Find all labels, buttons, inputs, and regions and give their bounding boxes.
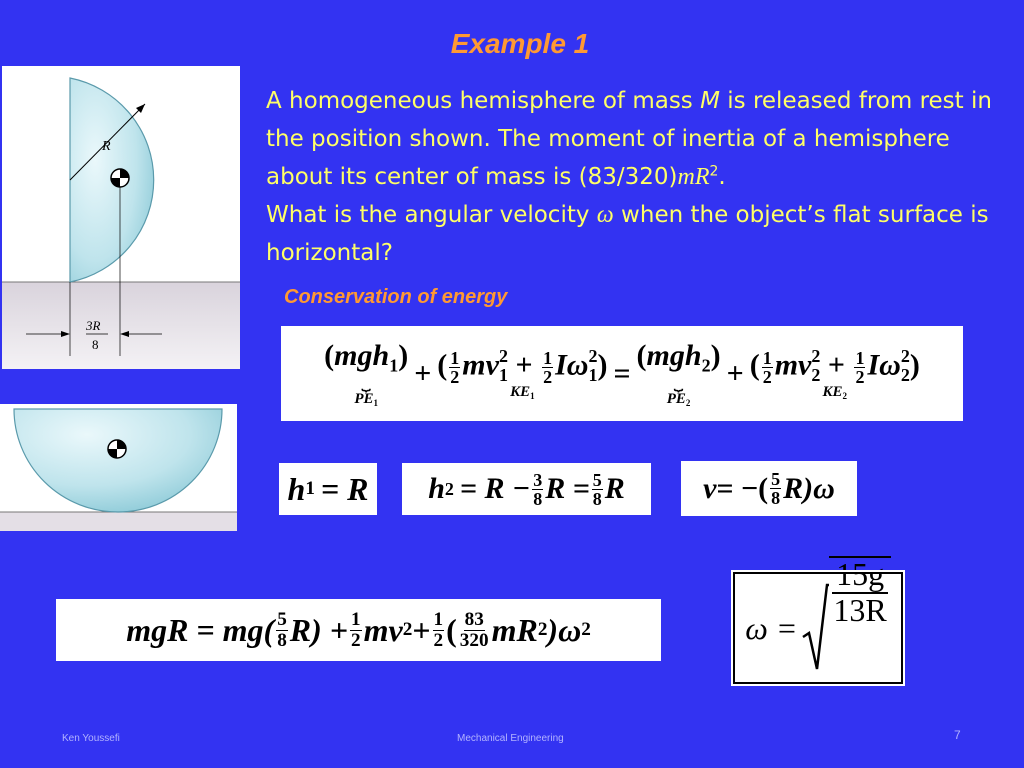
omega-denominator: 13R (833, 592, 887, 628)
mr-symbol: mR (677, 164, 710, 190)
problem-text-4: What is the angular velocity (266, 202, 597, 228)
omega-lhs: ω = (745, 609, 798, 646)
mass-symbol: M (700, 88, 720, 114)
ke1-sub: 1 (530, 391, 535, 402)
equation-h1 (279, 463, 377, 515)
radius-label: R (102, 139, 111, 154)
hemisphere-final-drawing (0, 404, 237, 531)
energy-equation: (mgh$_1$) ⏟ $PE_1$ + ( $\frac{1}{2}$ $mv^2_1$ + $\frac{1}{2}$ $I\omega^2_1$) $KE_1$ = (mgh$_2$) ⏟ $PE_2$ + ( $\frac{1}{2}$ $mv^2_2$ + $\frac{1}{2}$ $I\omega^2_2$) $KE_2$ (281, 326, 963, 421)
h2-symbol: h (428, 472, 445, 505)
problem-text-2: is released from rest in the position shown. The moment of inertia of a hemisphere about its center of mass is (83/320) (266, 88, 992, 190)
section-heading: Conservation of energy (284, 286, 508, 308)
pe1-sub: 1 (373, 397, 378, 408)
v-symbol: v (703, 471, 717, 505)
v-rhs: R)ω (783, 471, 835, 505)
main-d: + (412, 611, 431, 648)
problem-statement (266, 82, 996, 272)
equation-v (681, 461, 857, 516)
offset-numerator: 3R (86, 318, 101, 333)
main-e: ( (446, 611, 457, 648)
pe2-sub: 2 (685, 397, 691, 408)
main-frac4-den: 320 (459, 629, 489, 651)
ke2-sub: 2 (842, 391, 848, 402)
sqrt-sign-icon (801, 583, 829, 673)
pe2-term: (mgh$_2$) ⏟ $PE_2$ (636, 339, 721, 408)
problem-text-5: when the object’s flat surface is horizontal? (266, 202, 989, 266)
equation-main (56, 599, 661, 661)
main-frac2-den: 2 (351, 629, 361, 651)
v-mid: = −( (716, 471, 769, 505)
slide-title: Example 1 (450, 28, 590, 59)
mr-exponent: 2 (709, 163, 719, 180)
main-frac1-den: 8 (277, 629, 287, 651)
main-frac1-num: 5 (277, 609, 287, 631)
h2-frac1-den: 8 (533, 488, 543, 509)
ke2-term: ( $\frac{1}{2}$ $mv^2_2$ + $\frac{1}{2}$ $I\omega^2_2$) $KE_2$ (749, 345, 920, 402)
h1-symbol: h (287, 470, 306, 507)
h2-r2: R (604, 472, 625, 505)
h2-mid: = R − (459, 472, 531, 505)
main-frac4-num: 83 (464, 609, 484, 631)
page-number: 7 (954, 728, 961, 742)
pe2-label: PE (666, 390, 686, 407)
ke1-term: ( $\frac{1}{2}$ $mv^2_1$ + $\frac{1}{2}$ $I\omega^2_1$) $KE_1$ (437, 345, 608, 402)
h1-subscript: 1 (305, 478, 315, 499)
ke1-label: KE (510, 384, 531, 401)
main-c: mv (363, 611, 403, 648)
figure-hemisphere-initial (2, 66, 240, 369)
main-exp2: 2 (537, 619, 548, 640)
main-exp3: 2 (581, 619, 591, 640)
pe1-term: (mgh$_1$) ⏟ $PE_1$ (324, 339, 409, 408)
offset-denominator: 8 (92, 337, 99, 352)
main-f: mR (491, 611, 538, 648)
v-frac-num: 5 (771, 469, 781, 489)
h2-frac2-num: 5 (592, 469, 602, 490)
figure-hemisphere-final (0, 404, 237, 531)
main-frac3-num: 1 (433, 609, 444, 631)
center-of-mass-icon (108, 440, 126, 458)
main-g: )ω (547, 611, 582, 648)
problem-text-3: . (718, 164, 726, 190)
center-of-mass-icon (111, 169, 129, 187)
h2-r1: R = (545, 472, 590, 505)
omega-numerator: 15g (832, 558, 888, 594)
equation-omega-result (733, 556, 903, 684)
h2-frac2-den: 8 (592, 488, 602, 509)
main-frac2-num: 1 (351, 609, 361, 631)
omega-symbol: ω (596, 202, 614, 228)
main-a: mgR = mg( (126, 611, 275, 648)
h1-rhs: = R (320, 470, 369, 507)
equation-h2 (402, 463, 651, 515)
hemisphere-initial-drawing (2, 66, 240, 369)
v-frac-den: 8 (771, 488, 781, 508)
problem-text-1: A homogeneous hemisphere of mass (266, 88, 701, 114)
main-exp1: 2 (402, 619, 413, 640)
h2-frac1-num: 3 (533, 469, 543, 490)
footer-author: Ken Youssefi (62, 733, 120, 744)
main-frac3-den: 2 (433, 629, 444, 651)
ke2-label: KE (822, 384, 843, 401)
pe1-label: PE (354, 390, 374, 407)
main-b: R) + (289, 611, 349, 648)
h2-subscript: 2 (444, 478, 454, 499)
footer-department: Mechanical Engineering (457, 733, 564, 744)
